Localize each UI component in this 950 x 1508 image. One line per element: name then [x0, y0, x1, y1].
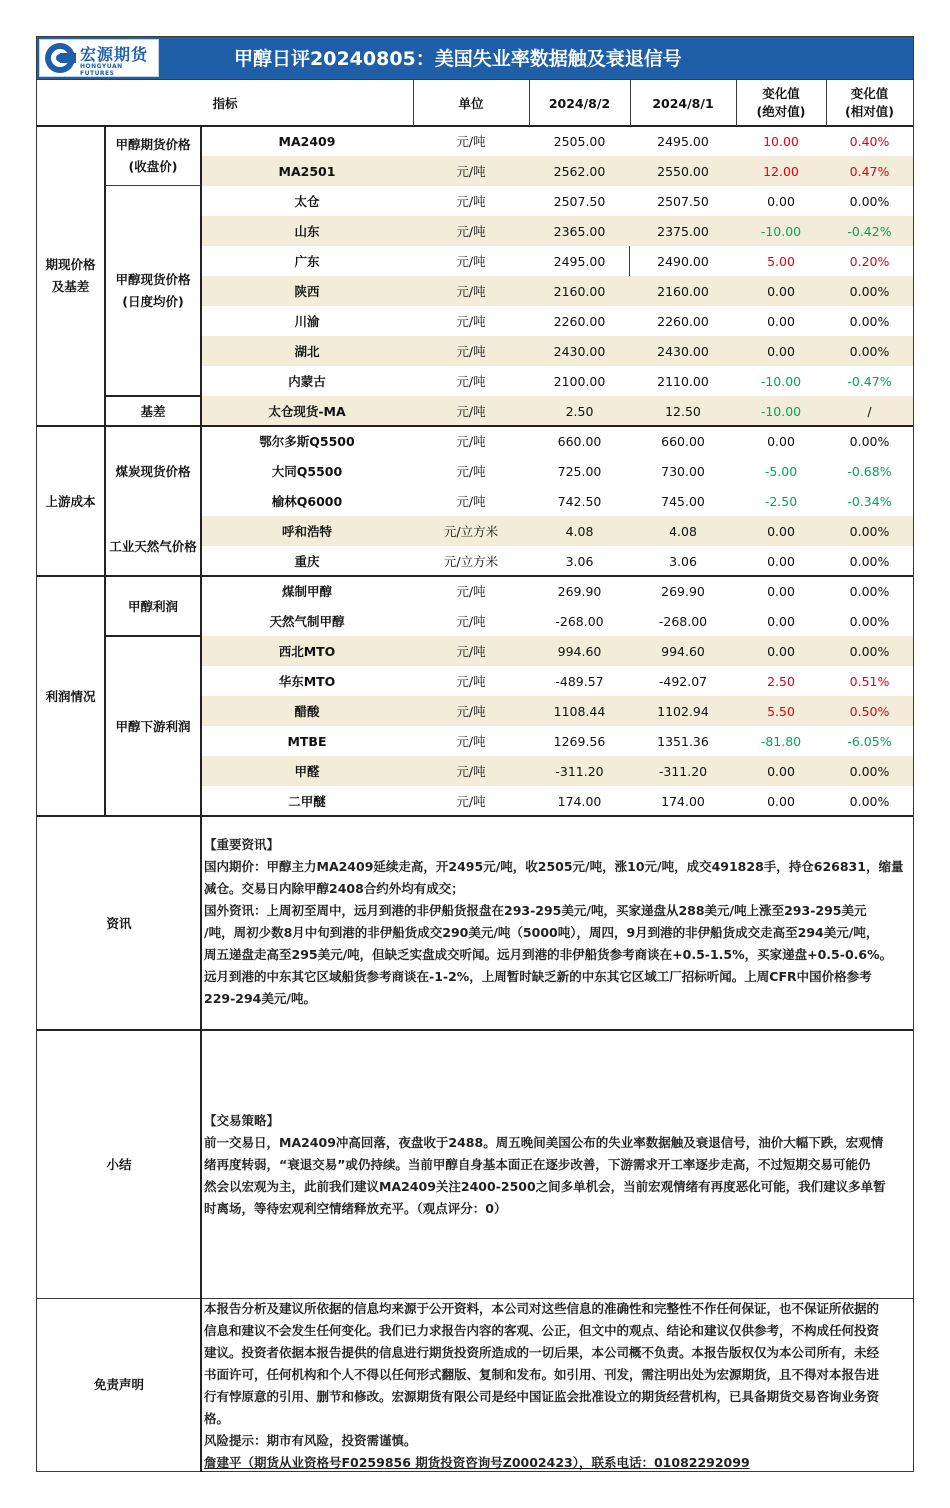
cell-v2: 994.60 — [661, 643, 705, 659]
cell-abs: -2.50 — [764, 493, 798, 509]
cell-name: 甲醛 — [294, 764, 320, 779]
cell-abs: 0.00 — [767, 313, 795, 329]
subgroup-spot-line1: 甲醇现货价格 — [115, 272, 191, 287]
cell-abs: 5.50 — [767, 703, 795, 719]
subgroup-spot — [105, 186, 201, 396]
cell-abs: 0.00 — [767, 553, 795, 569]
cell-unit: 元/吨 — [456, 404, 486, 419]
cell-name: MA2409 — [278, 133, 336, 149]
disclaimer-line: 行有悖原意的引用、删节和修改。宏源期货有限公司是经中国证监会批准设立的期货经营机构，已具备期货交易咨询业务资 — [204, 1389, 880, 1404]
cell-rel: / — [867, 403, 872, 419]
summary-line: 时离场，等待宏观利空情绪释放充平。（观点评分：0） — [204, 1201, 507, 1216]
cell-rel: 0.00% — [849, 583, 890, 599]
grid-line — [736, 80, 737, 126]
cell-v1: 3.06 — [565, 553, 594, 569]
cell-v1: 2562.00 — [553, 163, 606, 179]
column-header-indicator: 指标 — [212, 96, 238, 111]
cell-v1: 2365.00 — [553, 223, 606, 239]
grid-line — [37, 125, 913, 127]
cell-v1: 2430.00 — [553, 343, 606, 359]
disclaimer-line: 风险提示：期市有风险，投资需谨慎。 — [204, 1433, 417, 1448]
cell-v1: 2100.00 — [553, 373, 606, 389]
cell-rel: 0.00% — [849, 313, 890, 329]
disclaimer-line: 本报告分析及建议所依据的信息均来源于公开资料，本公司对这些信息的准确性和完整性不作任何保证，也不保证所依据的 — [204, 1301, 880, 1316]
news-line: 远月到港的中东其它区域船货参考商谈在-1-2%，上周暂时缺乏新的中东其它区域工厂招标听闻。上周CFR中国价格参考 — [204, 969, 872, 984]
cell-rel: 0.00% — [849, 613, 890, 629]
news-line: 国内期价：甲醇主力MA2409延续走高，开2495元/吨，收2505元/吨，涨10元/吨，成交491828手，持仓626831，缩量 — [204, 859, 904, 874]
cell-v1: -311.20 — [555, 763, 604, 779]
cell-name: 重庆 — [294, 554, 320, 569]
cell-name: MTBE — [287, 733, 327, 749]
cell-name: 广东 — [294, 254, 320, 269]
cell-rel: 0.47% — [849, 163, 890, 179]
cell-rel: -0.68% — [847, 463, 892, 479]
grid-line — [105, 395, 201, 397]
cell-unit: 元/吨 — [456, 584, 486, 599]
cell-abs: 0.00 — [767, 793, 795, 809]
cell-v2: -492.07 — [658, 673, 708, 689]
subgroup-futures — [105, 126, 201, 186]
cell-v1: 2260.00 — [553, 313, 606, 329]
column-header-date1: 2024/8/2 — [548, 95, 611, 111]
cell-name: 呼和浩特 — [281, 524, 332, 539]
cell-name: 川渝 — [294, 314, 320, 329]
report-title: 甲醇日评20240805：美国失业率数据触及衰退信号 — [234, 48, 682, 70]
disclaimer-line: 詹建平（期货从业资格号F0259856 期货投资咨询号Z0002423），联系电话：01082292099 — [204, 1455, 750, 1470]
cell-abs: -10.00 — [760, 223, 802, 239]
cell-unit: 元/吨 — [456, 374, 486, 389]
cell-v2: 174.00 — [661, 793, 705, 809]
cell-v1: 2495.00 — [553, 253, 606, 269]
summary-line: 前一交易日，MA2409冲高回落，夜盘收于2488。周五晚间美国公布的失业率数据触及衰退信号，油价大幅下跌，宏观情 — [204, 1135, 884, 1150]
news-content — [204, 834, 912, 1010]
cell-name: MA2501 — [278, 163, 336, 179]
subgroup-spot-line2: (日度均价) — [122, 294, 184, 309]
cell-v1: 994.60 — [557, 643, 602, 659]
summary-line: 【交易策略】 — [204, 1113, 280, 1128]
cell-rel: 0.20% — [849, 253, 890, 269]
cell-unit: 元/吨 — [456, 644, 486, 659]
cell-v1: 269.90 — [557, 583, 602, 599]
cell-rel: 0.40% — [849, 133, 890, 149]
cell-abs: 0.00 — [767, 763, 795, 779]
group-spot-price-line1: 期现价格 — [45, 257, 96, 272]
cell-rel: 0.00% — [849, 763, 890, 779]
grid-line — [105, 185, 201, 186]
cell-v2: 2495.00 — [657, 133, 709, 149]
news-line: /吨，周初少数8月中旬到港的非伊船货成交290美元/吨（5000吨），周四，9月到港的非伊船货成交走高至294美元/吨， — [204, 925, 879, 940]
cell-rel: -0.47% — [847, 373, 892, 389]
cell-unit: 元/立方米 — [443, 524, 499, 539]
disclaimer-line: 格。 — [204, 1411, 230, 1426]
column-header-rel-change — [826, 80, 913, 126]
cell-v2: 3.06 — [669, 553, 697, 569]
cell-v1: 1269.56 — [553, 733, 606, 749]
grid-line — [826, 80, 827, 126]
cell-v1: 2507.50 — [553, 193, 606, 209]
grid-line — [104, 126, 106, 816]
cell-name: 二甲醚 — [288, 794, 326, 809]
cell-abs: 2.50 — [767, 673, 795, 689]
cell-v2: 2160.00 — [657, 283, 709, 299]
cell-unit: 元/吨 — [456, 464, 486, 479]
cell-name: 太仓现货-MA — [268, 404, 346, 419]
cell-unit: 元/吨 — [456, 704, 486, 719]
cell-rel: 0.00% — [849, 343, 890, 359]
cell-abs: 0.00 — [767, 583, 795, 599]
cell-name: 大同Q5500 — [271, 464, 343, 479]
cell-rel: 0.00% — [849, 643, 890, 659]
disclaimer-line: 建议。投资者依据本报告提供的信息进行期货投资所造成的一切后果，本公司概不负责。本报告版权仅为本公司所有，未经 — [204, 1345, 880, 1360]
column-header-date2: 2024/8/1 — [652, 95, 714, 111]
subgroup-coal: 煤炭现货价格 — [115, 464, 191, 479]
cell-unit: 元/吨 — [456, 224, 486, 239]
cell-name: 西北MTO — [278, 644, 336, 659]
cell-unit: 元/吨 — [456, 764, 486, 779]
grid-line — [413, 80, 414, 126]
cell-rel: 0.00% — [849, 553, 890, 569]
subgroup-basis: 基差 — [140, 404, 166, 419]
column-header-abs-change — [736, 80, 826, 126]
cell-abs: 0.00 — [767, 523, 795, 539]
summary-line: 绪再度转弱，“衰退交易”或仍持续。当前甲醇自身基本面正在逐步改善，下游需求开工率逐步走高，不过短期交易可能仍 — [204, 1157, 871, 1172]
disclaimer-line: 信息和建议不会发生任何变化。我们已力求报告内容的客观、公正，但文中的观点、结论和建议仅供参考，不构成任何投资 — [204, 1323, 880, 1338]
subgroup-downstream-profit: 甲醇下游利润 — [115, 719, 191, 734]
cell-v1: 742.50 — [557, 493, 602, 509]
news-line: 减仓。交易日内除甲醇2408合约外均有成交； — [204, 881, 464, 896]
grid-line — [37, 815, 913, 817]
cell-unit: 元/立方米 — [443, 554, 499, 569]
cell-abs: 0.00 — [767, 613, 795, 629]
cell-v2: 12.50 — [665, 403, 701, 419]
cell-name: 醋酸 — [294, 704, 320, 719]
cell-rel: 0.50% — [849, 703, 890, 719]
cell-abs: 0.00 — [767, 193, 795, 209]
cell-name: 陕西 — [294, 284, 320, 299]
cell-abs: 0.00 — [767, 433, 795, 449]
subgroup-methanol-profit: 甲醇利润 — [127, 599, 178, 614]
grid-line — [37, 425, 913, 427]
grid-line — [37, 575, 913, 577]
cell-abs: 5.00 — [767, 253, 795, 269]
cell-v2: 2260.00 — [657, 313, 709, 329]
grid-line — [629, 246, 630, 276]
cell-v1: 1108.44 — [553, 703, 606, 719]
summary-content — [204, 1110, 912, 1220]
cell-v2: 745.00 — [661, 493, 705, 509]
cell-v2: 2375.00 — [657, 223, 709, 239]
news-line: 【重要资讯】 — [204, 837, 280, 852]
grid-line — [37, 79, 913, 80]
cell-v1: -268.00 — [555, 613, 604, 629]
cell-rel: 0.00% — [849, 433, 890, 449]
cell-abs: 12.00 — [763, 163, 799, 179]
cell-v1: 174.00 — [557, 793, 602, 809]
news-line: 229-294美元/吨。 — [204, 991, 316, 1006]
cell-unit: 元/吨 — [456, 734, 486, 749]
cell-rel: 0.51% — [849, 673, 890, 689]
group-spot-price-line2: 及基差 — [51, 279, 90, 294]
cell-v2: 730.00 — [661, 463, 705, 479]
disclaimer-content — [204, 1298, 912, 1474]
cell-unit: 元/吨 — [456, 254, 486, 269]
cell-rel: 0.00% — [849, 283, 890, 299]
cell-abs: 10.00 — [763, 133, 799, 149]
cell-name: 天然气制甲醇 — [269, 614, 345, 629]
cell-v2: -268.00 — [658, 613, 708, 629]
cell-v2: 2490.00 — [657, 253, 709, 269]
rel-change-line1: 变化值 — [850, 86, 889, 101]
cell-v2: 2430.00 — [657, 343, 709, 359]
cell-name: 内蒙古 — [288, 374, 326, 389]
grid-line — [630, 80, 631, 126]
cell-v2: 1102.94 — [657, 703, 709, 719]
news-line: 国外资讯：上周初至周中，远月到港的非伊船货报盘在293-295美元/吨，买家递盘从288美元/吨上涨至293-295美元 — [204, 903, 867, 918]
cell-v1: 660.00 — [557, 433, 602, 449]
cell-abs: 0.00 — [767, 643, 795, 659]
cell-name: 太仓 — [294, 194, 320, 209]
cell-abs: -10.00 — [760, 403, 802, 419]
cell-unit: 元/吨 — [456, 194, 486, 209]
cell-name: 湖北 — [294, 344, 320, 359]
cell-rel: -0.34% — [847, 493, 892, 509]
subgroup-futures-line2: (收盘价) — [128, 159, 178, 174]
abs-change-line1: 变化值 — [762, 86, 800, 101]
rel-change-line2: (相对值) — [845, 104, 894, 119]
logo-subtext: HONGYUAN FUTURES — [80, 63, 123, 77]
cell-rel: -6.05% — [847, 733, 892, 749]
cell-unit: 元/吨 — [456, 494, 486, 509]
subgroup-futures-line1: 甲醇期货价格 — [115, 137, 191, 152]
group-upstream: 上游成本 — [45, 494, 96, 509]
cell-v2: -311.20 — [658, 763, 708, 779]
logo-icon — [43, 41, 77, 75]
cell-unit: 元/吨 — [456, 434, 486, 449]
cell-name: 煤制甲醇 — [281, 584, 332, 599]
summary-line: 然会以宏观为主，此前我们建议MA2409关注2400-2500之间多单机会，当前宏观情绪有再度恶化可能，我们建议多单暂 — [204, 1179, 886, 1194]
cell-unit: 元/吨 — [456, 614, 486, 629]
cell-name: 华东MTO — [278, 674, 336, 689]
disclaimer-line: 书面许可，任何机构和个人不得以任何形式翻版、复制和发布。如引用、刊发，需注明出处为宏源期货，且不得对本报告进 — [204, 1367, 880, 1382]
cell-abs: 0.00 — [767, 343, 795, 359]
cell-unit: 元/吨 — [456, 134, 486, 149]
cell-v2: 2507.50 — [657, 193, 709, 209]
cell-v1: -489.57 — [555, 673, 604, 689]
cell-rel: 0.00% — [849, 193, 890, 209]
grid-line — [529, 80, 530, 126]
summary-label: 小结 — [106, 1157, 132, 1172]
news-line: 周五递盘走高至295美元/吨，但缺乏实盘成交听闻。远月到港的非伊船货参考商谈在+0.5-1.5%，买家递盘+0.5-0.6%。 — [204, 947, 893, 962]
cell-v2: 269.90 — [661, 583, 705, 599]
disclaimer-label: 免责声明 — [93, 1377, 144, 1392]
cell-unit: 元/吨 — [456, 284, 486, 299]
cell-rel: 0.00% — [849, 523, 890, 539]
group-profit: 利润情况 — [45, 689, 96, 704]
cell-v1: 4.08 — [565, 523, 594, 539]
abs-change-line2: (绝对值) — [756, 104, 806, 119]
cell-v1: 2505.00 — [553, 133, 606, 149]
cell-abs: 0.00 — [767, 283, 795, 299]
cell-v2: 2550.00 — [657, 163, 709, 179]
cell-unit: 元/吨 — [456, 674, 486, 689]
cell-abs: -81.80 — [760, 733, 802, 749]
cell-name: 鄂尔多斯Q5500 — [259, 434, 355, 449]
cell-name: 山东 — [294, 224, 320, 239]
grid-line — [37, 1298, 913, 1299]
cell-name: 榆林Q6000 — [271, 494, 343, 509]
subgroup-gas: 工业天然气价格 — [109, 539, 197, 554]
cell-rel: 0.00% — [849, 793, 890, 809]
grid-line — [105, 635, 201, 637]
logo-box — [39, 39, 159, 77]
cell-v1: 2160.00 — [553, 283, 606, 299]
grid-line — [200, 126, 202, 1472]
cell-rel: -0.42% — [847, 223, 892, 239]
cell-v1: 725.00 — [557, 463, 602, 479]
cell-v2: 1351.36 — [657, 733, 709, 749]
cell-v1: 2.50 — [565, 403, 594, 419]
logo-text: 宏源期货 — [80, 45, 149, 64]
column-header-unit: 单位 — [458, 96, 484, 111]
cell-unit: 元/吨 — [456, 164, 486, 179]
group-spot-price — [37, 126, 104, 426]
cell-v2: 660.00 — [661, 433, 705, 449]
cell-unit: 元/吨 — [456, 344, 486, 359]
cell-v2: 4.08 — [669, 523, 697, 539]
cell-abs: -10.00 — [760, 373, 802, 389]
cell-unit: 元/吨 — [456, 794, 486, 809]
news-label: 资讯 — [106, 916, 132, 931]
cell-abs: -5.00 — [764, 463, 798, 479]
grid-line — [37, 1029, 913, 1031]
cell-v2: 2110.00 — [657, 373, 709, 389]
cell-unit: 元/吨 — [456, 314, 486, 329]
